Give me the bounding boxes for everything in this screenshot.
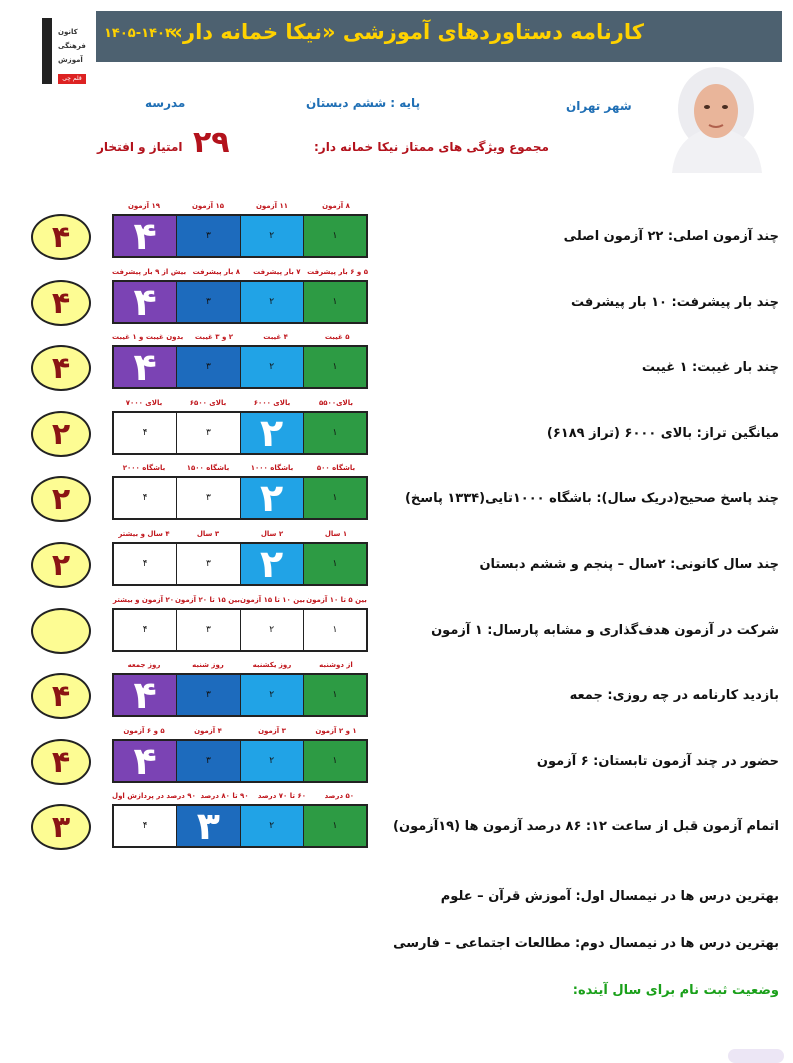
best-courses-second-semester: بهترین درس ها در نیمسال دوم: مطالعات اجتماعی – فارسی (393, 936, 779, 951)
level-heading: ۸ بار پیشرفت (192, 268, 241, 276)
level-heading: باشگاه ۱۰۰۰ (250, 464, 294, 472)
level-cell-4: ۴ (114, 675, 176, 715)
level-cell-1: ۱ (303, 544, 366, 584)
level-heading: ۵ و ۶ آزمون (123, 727, 165, 735)
academic-year: ۱۴۰۵-۱۴۰۴ (104, 26, 173, 41)
level-cell-3: ۳ (176, 282, 239, 322)
row-level-cells (112, 804, 368, 848)
level-heading: ۱ سال (324, 530, 348, 538)
row-level-cells (112, 411, 368, 455)
level-cell-2: ۲ (240, 741, 303, 781)
grade-label: پایه : ششم دبستان (306, 96, 421, 110)
logo-badge: قلم چی (58, 74, 86, 84)
row-level-cells (112, 542, 368, 586)
row-level-cells (112, 280, 368, 324)
level-heading: ۱۹ آزمون (127, 202, 161, 210)
level-cell-3: ۳ (176, 675, 239, 715)
row-question-label: شرکت در آزمون هدف‌گذاری و مشابه پارسال: ۱ آزمون (431, 623, 779, 638)
row-level-headings (112, 725, 368, 737)
level-cell-3: ۳ (176, 478, 239, 518)
level-cell-4: ۴ (114, 282, 176, 322)
level-heading: ۲۰ آزمون و بیشتر (112, 596, 175, 604)
city-label: شهر تهران (566, 99, 632, 113)
title-bar (96, 11, 782, 62)
level-heading: ۳ سال (196, 530, 220, 538)
level-heading: ۲ و ۳ غیبت (194, 333, 234, 341)
level-heading: بدون غیبت و ۱ غیبت (112, 333, 184, 341)
level-cell-4: ۴ (114, 478, 176, 518)
level-heading: ۹۰ تا ۸۰ درصد (200, 792, 249, 800)
registration-status: وضعیت ثبت نام برای سال آینده: (572, 983, 779, 998)
level-heading: روز جمعه (127, 661, 161, 669)
level-heading: ۷ بار پیشرفت (253, 268, 301, 276)
row-level-headings (112, 200, 368, 212)
features-label: مجموع ویژگی های ممتاز نیکا خمانه دار: (314, 140, 549, 154)
level-heading: ۸ آزمون (322, 202, 350, 210)
level-heading: ۵۰ درصد (324, 792, 355, 800)
level-heading: ۵ غیبت (324, 333, 350, 341)
row-score-circle: ۴ (31, 673, 91, 719)
level-heading: ۴ غیبت (263, 333, 288, 341)
level-cell-2: ۲ (240, 478, 303, 518)
school-label: مدرسه (145, 96, 186, 110)
corner-decoration (728, 1049, 784, 1063)
level-cell-2: ۲ (240, 806, 303, 846)
row-level-headings (112, 462, 368, 474)
level-heading: بیش از ۹ بار پیشرفت (112, 268, 187, 276)
level-heading: ۹۰ درصد در پردازش اول (112, 792, 196, 800)
level-heading: ۴ سال و بیشتر (118, 530, 170, 538)
row-question-label: حضور در چند آزمون تابستان: ۶ آزمون (536, 754, 779, 769)
level-cell-2: ۲ (240, 216, 303, 256)
level-cell-1: ۱ (303, 282, 366, 322)
level-cell-4: ۴ (114, 806, 176, 846)
level-heading: بالای ۶۰۰۰ (253, 399, 291, 407)
level-heading: بین ۱۵ تا ۲۰ آزمون (174, 596, 240, 604)
level-heading: ۱۵ آزمون (191, 202, 225, 210)
level-cell-3: ۳ (176, 413, 239, 453)
level-heading: ۴ آزمون (194, 727, 222, 735)
best-courses-first-semester: بهترین درس ها در نیمسال اول: آموزش قرآن – علوم (440, 889, 779, 904)
level-cell-3: ۳ (176, 610, 239, 650)
row-level-headings (112, 331, 368, 343)
row-question-label: چند سال کانونی: ۲سال – پنجم و ششم دبستان (479, 557, 779, 572)
level-cell-1: ۱ (303, 675, 366, 715)
level-heading: ۱۱ آزمون (255, 202, 289, 210)
row-level-cells (112, 739, 368, 783)
level-heading: بین ۵ تا ۱۰ آزمون (306, 596, 367, 604)
level-heading: بالای۵۵۰۰ (319, 399, 353, 407)
level-heading: باشگاه ۵۰۰ (316, 464, 356, 472)
level-cell-4: ۴ (114, 216, 176, 256)
level-cell-2: ۲ (240, 675, 303, 715)
row-question-label: چند بار پیشرفت: ۱۰ بار پیشرفت (571, 295, 779, 310)
row-level-headings (112, 397, 368, 409)
total-score: ۲۹ (193, 125, 230, 160)
level-cell-1: ۱ (303, 347, 366, 387)
level-cell-2: ۲ (240, 282, 303, 322)
level-cell-1: ۱ (303, 610, 366, 650)
row-level-headings (112, 528, 368, 540)
row-question-label: میانگین تراز: بالای ۶۰۰۰ (تراز ۶۱۸۹) (546, 426, 779, 441)
level-cell-2: ۲ (240, 544, 303, 584)
level-cell-2: ۲ (240, 610, 303, 650)
page-title: کارنامه دستاوردهای آموزشی «نیکا خمانه دار» (169, 20, 644, 44)
level-cell-3: ۳ (176, 347, 239, 387)
kanoon-logo (28, 10, 90, 86)
row-level-cells (112, 345, 368, 389)
score-label: امتیاز و افتخار (97, 140, 183, 154)
row-level-cells (112, 608, 368, 652)
level-heading: ۳ آزمون (258, 727, 286, 735)
row-question-label: چند آزمون اصلی: ۲۲ آزمون اصلی (563, 229, 779, 244)
level-cell-3: ۳ (176, 544, 239, 584)
level-cell-3: ۳ (176, 806, 239, 846)
logo-line-3: آموزش (58, 56, 83, 64)
level-heading: ۵ و ۶ بار پیشرفت (307, 268, 369, 276)
logo-line-2: فرهنگی (58, 42, 86, 50)
level-cell-4: ۴ (114, 413, 176, 453)
level-heading: ۱ و ۲ آزمون (315, 727, 357, 735)
row-question-label: اتمام آزمون قبل از ساعت ۱۲: ۸۶ درصد آزمون ها (۱۹آزمون) (393, 819, 779, 834)
level-heading: بین ۱۰ تا ۱۵ آزمون (240, 596, 306, 604)
level-cell-4: ۴ (114, 544, 176, 584)
level-heading: بالای ۶۵۰۰ (189, 399, 227, 407)
row-level-headings (112, 659, 368, 671)
level-cell-3: ۳ (176, 216, 239, 256)
row-score-circle: ۲ (31, 411, 91, 457)
row-score-circle: ۴ (31, 214, 91, 260)
row-question-label: چند پاسخ صحیح(دریک سال): باشگاه ۱۰۰۰تایی(۱۳۳۴ پاسخ) (404, 491, 779, 506)
row-level-cells (112, 214, 368, 258)
level-cell-1: ۱ (303, 216, 366, 256)
level-cell-2: ۲ (240, 413, 303, 453)
logo-line-1: کانون (58, 28, 78, 36)
level-cell-1: ۱ (303, 478, 366, 518)
level-heading: ۶۰ تا ۷۰ درصد (257, 792, 306, 800)
row-level-cells (112, 673, 368, 717)
row-level-headings (112, 594, 368, 606)
level-heading: از دوشنبه (319, 661, 353, 669)
level-heading: روز شنبه (192, 661, 224, 669)
row-question-label: چند بار غیبت: ۱ غیبت (641, 360, 779, 375)
level-heading: روز یکشنبه (252, 661, 292, 669)
level-cell-1: ۱ (303, 806, 366, 846)
row-question-label: بازدید کارنامه در چه روزی: جمعه (569, 688, 779, 703)
level-heading: باشگاه ۱۵۰۰ (186, 464, 230, 472)
level-cell-1: ۱ (303, 413, 366, 453)
level-heading: باشگاه ۲۰۰۰ (122, 464, 166, 472)
level-cell-2: ۲ (240, 347, 303, 387)
level-cell-4: ۴ (114, 347, 176, 387)
row-score-circle: ۴ (31, 739, 91, 785)
row-level-headings (112, 266, 368, 278)
level-cell-4: ۴ (114, 610, 176, 650)
row-score-circle: ۴ (31, 345, 91, 391)
row-score-circle: ۴ (31, 280, 91, 326)
level-heading: ۲ سال (260, 530, 284, 538)
level-cell-4: ۴ (114, 741, 176, 781)
row-score-circle: ۳ (31, 804, 91, 850)
level-cell-3: ۳ (176, 741, 239, 781)
row-score-circle: ۲ (31, 476, 91, 522)
student-photo (662, 63, 782, 173)
row-score-circle: ۲ (31, 542, 91, 588)
row-level-headings (112, 790, 368, 802)
row-score-circle (31, 608, 91, 654)
level-heading: بالای ۷۰۰۰ (125, 399, 163, 407)
level-cell-1: ۱ (303, 741, 366, 781)
row-level-cells (112, 476, 368, 520)
